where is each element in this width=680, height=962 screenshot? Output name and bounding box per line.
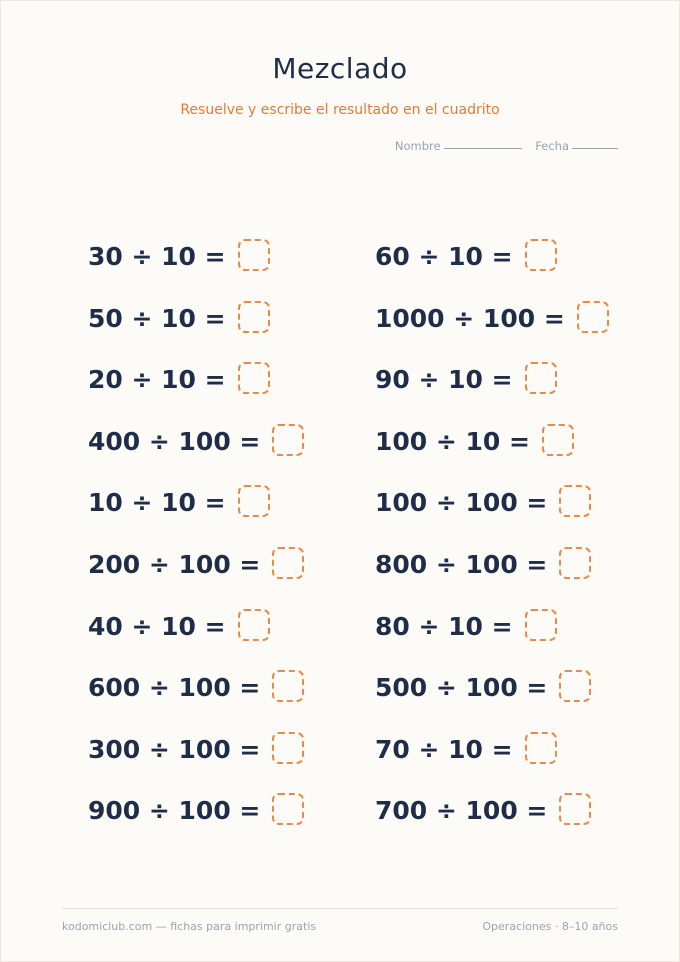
exercise-row (375, 482, 609, 544)
equation: 600 ÷ 100 = (88, 673, 261, 703)
page-title: Mezclado (272, 52, 408, 85)
answer-box[interactable] (559, 793, 591, 825)
exercise-row (88, 729, 304, 791)
date-label: Fecha (535, 139, 569, 153)
answer-box[interactable] (238, 609, 270, 641)
instructions: Resuelve y escribe el resultado en el cuadrito (180, 102, 500, 118)
exercise-row (88, 359, 304, 421)
answer-box[interactable] (238, 301, 270, 333)
answer-box[interactable] (238, 362, 270, 394)
answer-box[interactable] (559, 547, 591, 579)
equation: 700 ÷ 100 = (375, 796, 548, 826)
equation: 30 ÷ 10 = (88, 242, 226, 271)
footer-site-credit: kodomiclub.com — fichas para imprimir gratis (62, 920, 317, 933)
answer-box[interactable] (272, 732, 304, 764)
equation: 80 ÷ 10 = (375, 611, 513, 641)
answer-box[interactable] (238, 239, 270, 271)
exercise-row (88, 606, 304, 668)
equation: 40 ÷ 10 = (88, 611, 226, 641)
equation: 100 ÷ 10 = (375, 426, 530, 456)
exercise-row (375, 359, 609, 421)
exercise-row (375, 667, 609, 729)
exercise-column-left (88, 236, 304, 852)
answer-box[interactable] (272, 547, 304, 579)
answer-box[interactable] (559, 485, 591, 517)
answer-box[interactable] (525, 732, 557, 764)
equation: 20 ÷ 10 = (88, 365, 226, 395)
answer-box[interactable] (525, 609, 557, 641)
equation: 10 ÷ 10 = (88, 488, 226, 518)
answer-box[interactable] (525, 362, 557, 394)
exercise-row (375, 298, 609, 360)
equation: 50 ÷ 10 = (88, 303, 226, 333)
answer-box[interactable] (577, 301, 609, 333)
exercise-row (88, 790, 304, 852)
exercise-column-right (375, 236, 609, 852)
exercise-row (88, 482, 304, 544)
answer-box[interactable] (542, 424, 574, 456)
equation: 90 ÷ 10 = (375, 365, 513, 395)
answer-box[interactable] (238, 485, 270, 517)
answer-box[interactable] (272, 793, 304, 825)
exercise-row (88, 544, 304, 606)
exercise-row (88, 667, 304, 729)
answer-box[interactable] (272, 670, 304, 702)
name-blank-line[interactable] (444, 147, 522, 149)
exercise-row (88, 236, 304, 298)
exercise-row (88, 298, 304, 360)
exercise-row (375, 790, 609, 852)
answer-box[interactable] (272, 424, 304, 456)
equation: 900 ÷ 100 = (88, 796, 261, 826)
name-label: Nombre (394, 139, 441, 153)
name-date-fields (395, 139, 618, 153)
exercise-row (375, 421, 609, 483)
equation: 800 ÷ 100 = (375, 549, 548, 579)
equation: 60 ÷ 10 = (375, 242, 513, 271)
equation: 1000 ÷ 100 = (375, 303, 565, 333)
equation: 400 ÷ 100 = (88, 426, 261, 456)
answer-box[interactable] (525, 239, 557, 271)
equation: 500 ÷ 100 = (375, 673, 548, 703)
answer-box[interactable] (559, 670, 591, 702)
exercise-row (375, 236, 609, 298)
date-blank-line[interactable] (572, 147, 618, 149)
equation: 70 ÷ 10 = (375, 734, 513, 764)
exercise-row (375, 606, 609, 668)
exercise-row (88, 421, 304, 483)
equation: 200 ÷ 100 = (88, 549, 261, 579)
footer-divider (62, 908, 618, 909)
footer-category: Operaciones · 8–10 años (482, 920, 618, 933)
equation: 100 ÷ 100 = (375, 488, 548, 518)
exercise-row (375, 729, 609, 791)
equation: 300 ÷ 100 = (88, 734, 261, 764)
exercise-row (375, 544, 609, 606)
